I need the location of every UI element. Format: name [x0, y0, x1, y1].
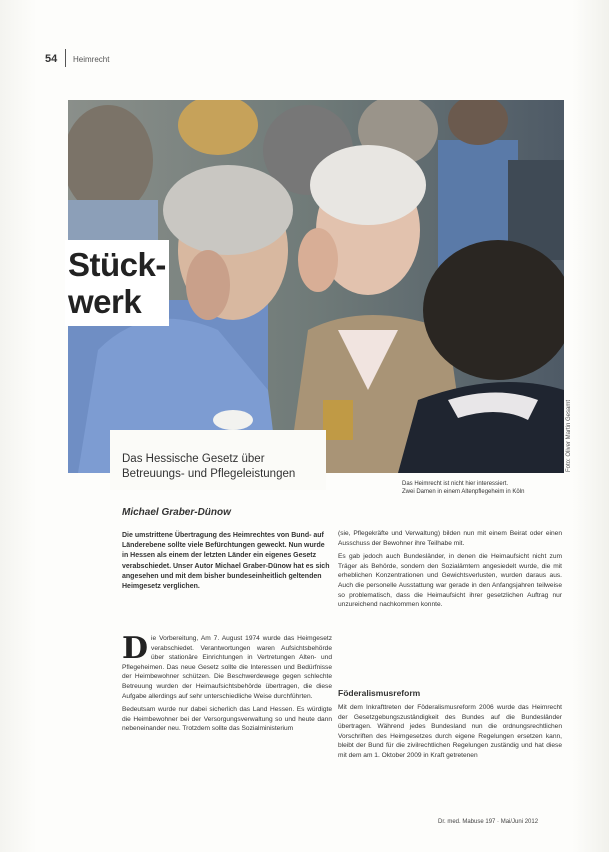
body-paragraph: Es gab jedoch auch Bundesländer, in denen die Heimaufsicht nicht zum Träger als Behörde, sondern den Sozialämtern angesiedelt wurde, die mit erheblichen Konzentrationen und Gewichtsverlusten, wurden daraus aus. Auch die personelle Ausstattung war gerade in den Anfangsjahren teilweise so problematisch, dass die Heimaufsicht ihrer gesetzlichen Auftrag nur unzureichend nachkommen konnte.: [338, 553, 562, 609]
header-divider: [65, 49, 66, 67]
photo-caption: [402, 480, 572, 496]
caption-line-1: Das Heimrecht ist nicht hier interessiert.: [402, 481, 509, 487]
section-heading: Föderalismusreform: [338, 688, 421, 698]
photo-credit: Foto: Oliver Martin Gesamt: [566, 399, 572, 472]
section-label: Heimrecht: [73, 55, 110, 64]
page-footer: Dr. med. Mabuse 197 · Mai/Juni 2012: [438, 819, 539, 825]
body-column-right: [338, 529, 562, 614]
subtitle-line-2: Betreuungs- und Pflegeleistungen: [122, 468, 296, 480]
body-column-left: [122, 631, 332, 738]
article-title: [68, 246, 166, 320]
body-paragraph: Die Vorbereitung, Am 7. August 1974 wurde das Heimgesetz verabschiedet. Verantwortungen waren Aufsichtsbehörde über stationäre Einrichtungen in Vertretungen Alten- und Pflegeheimen. Das neue Gesetz sollte die Interessen und Bedürfnisse der Heimbewohner schützen. Die Beschwerdewege gegen schlechte Betreuung wurden der Heimaufsichtsbehörde übertragen, die diese Aufgabe allerdings auf sehr unterschiedliche Weise durchführten.: [122, 631, 332, 700]
title-line-2: werk: [68, 283, 142, 320]
page-number: 54: [45, 53, 58, 65]
drop-cap: D: [122, 631, 149, 666]
body-paragraph: (sie, Pflegekräfte und Verwaltung) bilden nun mit einem Beirat oder einen Ausschuss der Bewohner ihre Teilhabe mit.: [338, 530, 562, 547]
section-text: Mit dem Inkrafttreten der Föderalismusreform 2006 wurde das Heimrecht der Gesetzgebungszuständigkeit des Bundes auf die Bundesländer übertragen. Während jedes Bundesland nun die ordnungsrechtlichen Vorschriften des Heimgesetzes durch eigene Regelungen ersetzen kann, bleibt der Bund für die zivilrechtlichen Regelungen zuständig und hat diese mit dem am 1. Oktober 2009 in Kraft getretenen: [338, 704, 562, 759]
article-subtitle: [122, 452, 332, 482]
title-line-1: Stück-: [68, 246, 166, 283]
caption-line-2: Zwei Damen in einem Altenpflegeheim in Köln: [402, 489, 525, 495]
author-name: Michael Graber-Dünow: [122, 507, 231, 518]
body-paragraph: Bedeutsam wurde nur dabei sicherlich das Land Hessen. Es würdigte die Heimbewohner bei der Versorgungsverwaltung so und heute dann nebeneinander neu. Trotzdem sollte das Sozialministerium: [122, 706, 332, 733]
subtitle-line-1: Das Hessische Gesetz über: [122, 453, 265, 465]
lead-paragraph: Die umstrittene Übertragung des Heimrechtes von Bund- auf Länderebene sollte viele Befürchtungen geweckt. Nun wurde in Hessen als einem der letzten Länder ein eigenes Gesetz verabschiedet. Unser Autor Michael Graber-Dünow hat es sich angesehen und mit dem bisher bundeseinheitlich geltenden Heimgesetz verglichen.: [122, 532, 330, 591]
